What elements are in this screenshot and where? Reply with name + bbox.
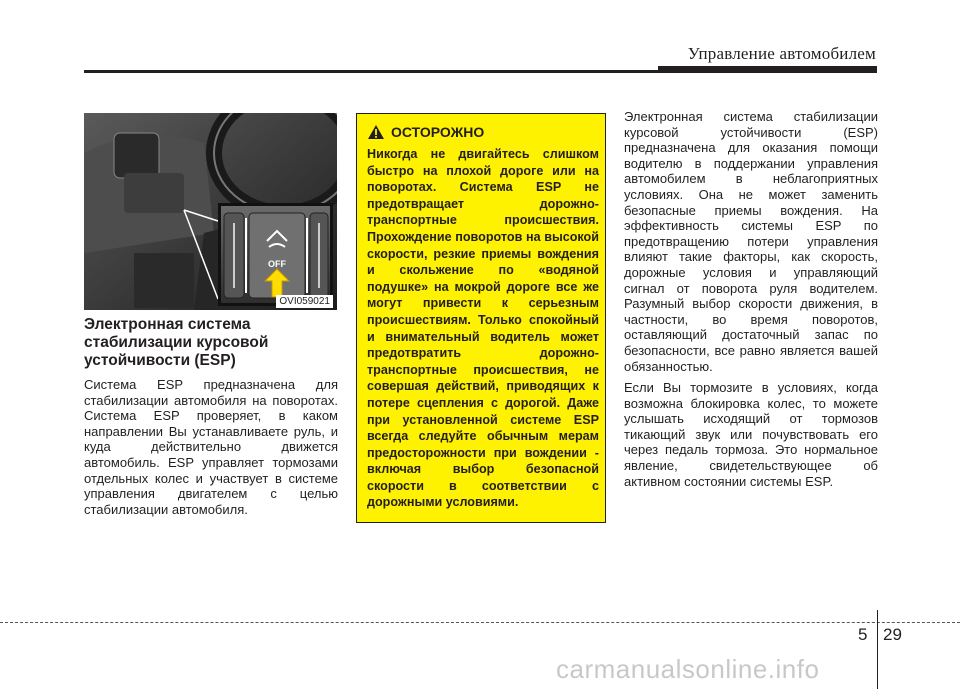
off-label: OFF: [268, 259, 286, 269]
dashboard-illustration: [84, 113, 337, 310]
right-paragraph-2: Если Вы тормозите в условиях, когда возможна блокировка колес, то можете услышать исходящий от тормозов тикающий звук или почувствовать его через педаль тормоза. Это нормальное явление, свидетельствующее об активном состоянии системы ESP.: [624, 380, 878, 489]
footer-divider: [877, 610, 878, 689]
chapter-number: 5: [858, 625, 868, 644]
figure-label: OVI059021: [276, 295, 333, 308]
left-paragraph: Система ESP предназначена для стабилизации автомобиля на поворотах. Система ESP проверяет, в каком направлении Вы устанавливаете руль, и куда действительно движется автомобиль. ESP управляет тормозами отдельных колес и участвует в системе управления двигателем с целью стабилизации автомобиля.: [84, 377, 338, 517]
warning-header: [367, 122, 599, 142]
warning-text: Никогда не двигайтесь слишком быстро на плохой дороге или на поворотах. Система ESP не предотвращает дорожно-транспортные происшествия. Прохождение поворотов на высокой скорости, резкие приемы вождения и скольжение по «водяной подушке» на мокрой дороге все же могут привести к серьезным происшествиям. Только спокойный и внимательный водитель может предотвратить дорожно-транспортные происшествия, не совершая действий, приводящих к потере сцепления с дорогой. Даже при установленной системе ESP всегда следуйте обычным мерам предосторожности при вождении - включая выбор безопасной скорости в соответствии с дорожными условиями.: [367, 147, 599, 510]
header-rule-accent: [658, 66, 877, 71]
right-column: [624, 109, 878, 495]
running-header: Управление автомобилем: [687, 44, 876, 63]
warning-box: [356, 113, 606, 523]
footer-rule: [0, 622, 960, 623]
section-heading: Электронная система стабилизации курсовой устойчивости (ESP): [84, 316, 269, 369]
watermark: carmanualsonline.info: [556, 654, 820, 684]
esp-button-photo: [84, 113, 337, 310]
warning-title: ОСТОРОЖНО: [391, 124, 485, 140]
left-column: [84, 316, 338, 517]
warning-triangle-icon: [367, 124, 385, 140]
right-paragraph-1: Электронная система стабилизации курсовой устойчивости (ESP) предназначена для оказания помощи водителю в поддержании управления автомобилем в неблагоприятных условиях. Она не может заменить безопасные приемы вождения. На эффективность системы ESP по предотвращению потери управления влияют такие факторы, как скорость, дорожные условия и управляющий сигнал от поворота руля водителем. Разумный выбор скорости движения, в частности, во время поворотов, оставляющий достаточный запас по безопасности, все равно является вашей обязанностью.: [624, 109, 878, 374]
page-number: 29: [883, 625, 902, 644]
